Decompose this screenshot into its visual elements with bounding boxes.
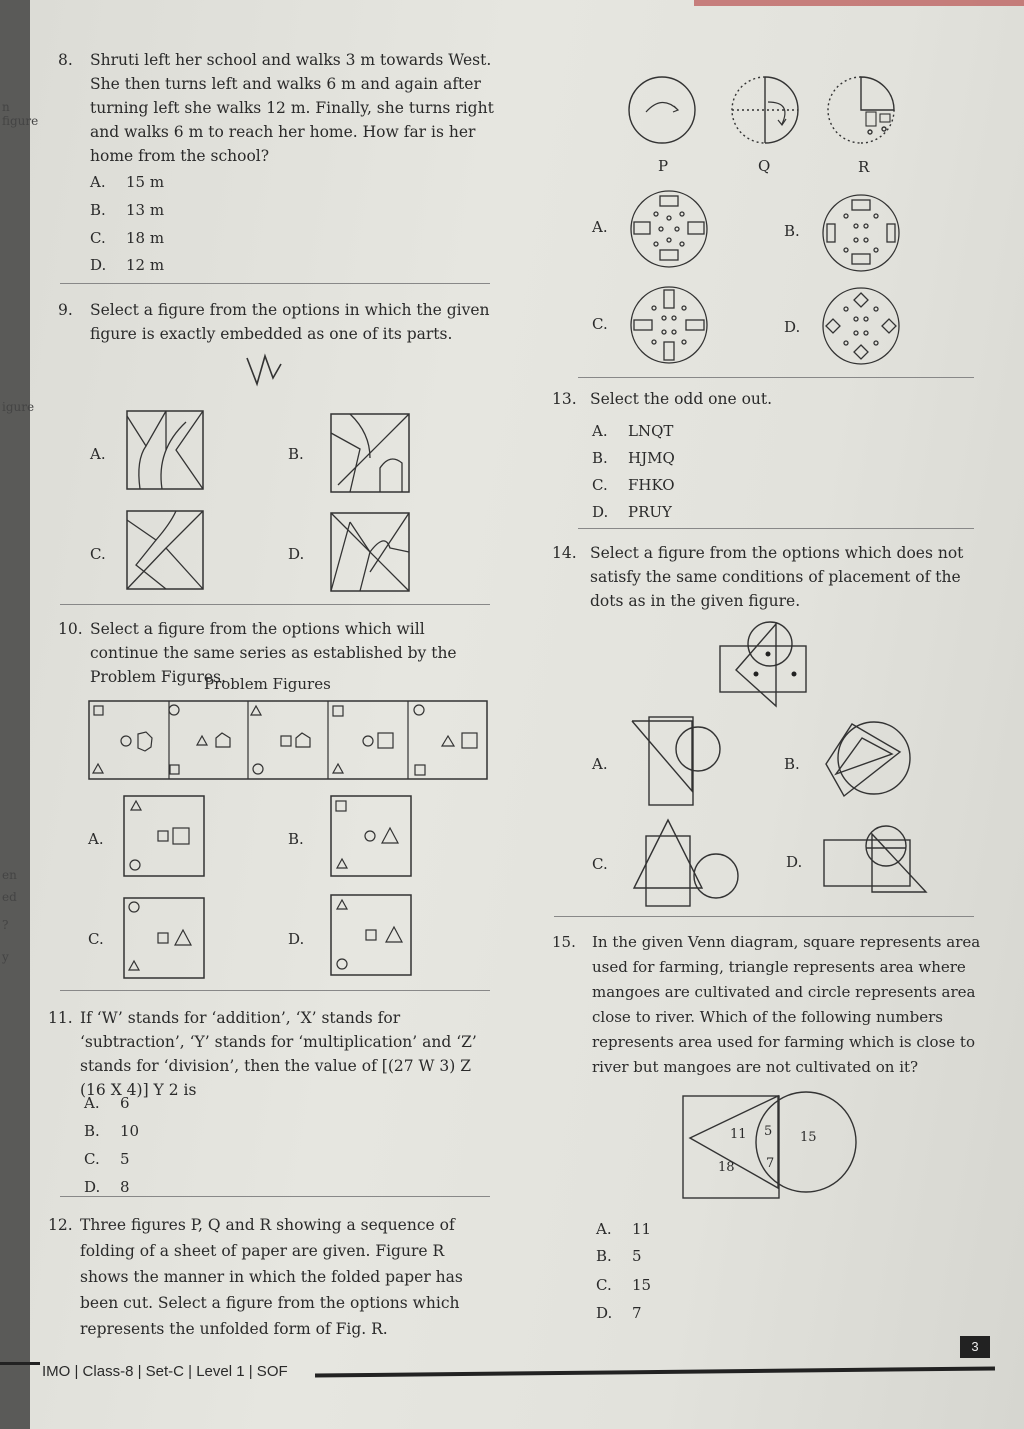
option-d[interactable]: D. 7 (596, 1304, 642, 1322)
option-a[interactable]: A. 6 (84, 1094, 130, 1112)
option-b[interactable]: B. 10 (84, 1122, 140, 1140)
question-text: Select a figure from the options which does not satisfy the same conditions of placement of the dots as in the given figure. (590, 544, 964, 610)
question-9 (58, 298, 494, 346)
option-d[interactable]: D. 12 m (90, 256, 165, 274)
margin-text: y (2, 950, 9, 964)
option-b[interactable]: B. 13 m (90, 201, 165, 219)
option-a[interactable]: A. 11 (596, 1220, 652, 1238)
divider (578, 528, 974, 529)
option-a-label[interactable]: A. (90, 445, 106, 463)
margin-text: ed (2, 890, 17, 904)
question-number: 11. (48, 1009, 73, 1027)
venn-region: 15 (800, 1130, 817, 1145)
option-b-figure[interactable] (330, 795, 412, 877)
top-edge-strip (694, 0, 1024, 6)
margin-text: n figure (2, 100, 39, 128)
question-number: 9. (58, 301, 73, 319)
option-a[interactable]: A. LNQT (592, 422, 674, 440)
question-text: Select the odd one out. (590, 390, 773, 408)
option-a-label[interactable]: A. (592, 218, 608, 236)
option-c-figure[interactable] (123, 897, 205, 979)
option-b[interactable]: B. 5 (596, 1247, 642, 1265)
question-number: 13. (552, 390, 577, 408)
margin-text: en (2, 868, 17, 882)
question-text: Shruti left her school and walks 3 m towards West. She then turns left and walks 6 m and again after turning left she walks 12 m. Finally, she turns right and walks 6 m to reach her home. How far is her home from the school? (90, 51, 494, 165)
divider (554, 916, 974, 917)
option-a-figure[interactable] (646, 715, 726, 807)
footer-rule-left (0, 1362, 40, 1365)
option-c[interactable]: C. 5 (84, 1150, 130, 1168)
option-b[interactable]: B. HJMQ (592, 449, 675, 467)
option-a[interactable]: A. 15 m (90, 173, 165, 191)
option-b-label[interactable]: B. (784, 222, 800, 240)
option-c-label[interactable]: C. (88, 930, 104, 948)
question-number: 15. (552, 933, 576, 951)
divider (60, 1196, 490, 1197)
option-d-figure[interactable] (822, 824, 930, 894)
problem-figures-title: Problem Figures (204, 675, 331, 693)
option-c-figure[interactable] (628, 284, 710, 366)
divider (60, 283, 490, 284)
question-13 (552, 387, 972, 411)
option-b-figure[interactable] (822, 718, 914, 806)
question-number: 14. (552, 544, 577, 562)
option-b-label[interactable]: B. (288, 830, 304, 848)
problem-figures (88, 700, 488, 780)
question-number: 8. (58, 51, 73, 69)
question-8 (58, 48, 494, 168)
option-d-label[interactable]: D. (784, 318, 801, 336)
option-a-figure[interactable] (123, 795, 205, 877)
option-d-figure[interactable] (820, 285, 902, 367)
option-c[interactable]: C. 18 m (90, 229, 165, 247)
option-b-label[interactable]: B. (784, 755, 800, 773)
option-d-label[interactable]: D. (288, 930, 305, 948)
option-d-label[interactable]: D. (288, 545, 305, 563)
page-number: 3 (960, 1336, 990, 1358)
question-text: Select a figure from the options in which the given figure is exactly embedded as one of its parts. (90, 301, 490, 343)
venn-region: 5 (764, 1124, 773, 1139)
margin-text: ? (2, 918, 9, 932)
folding-figures (622, 72, 922, 152)
question-text: If ‘W’ stands for ‘addition’, ‘X’ stands for ‘subtraction’, ‘Y’ stands for ‘multiplication’ and ‘Z’ stands for ‘division’, then the value of [(27 W 3) Z (16 X 4)] Y 2 is (80, 1009, 477, 1099)
option-d-figure[interactable] (330, 512, 410, 592)
divider (60, 604, 490, 605)
question-text: Select a figure from the options which will continue the same series as established by the Problem Figures. (90, 620, 457, 686)
venn-region: 11 (730, 1127, 747, 1142)
venn-region: 7 (766, 1156, 775, 1171)
margin-text: igure (2, 400, 35, 414)
option-c-figure[interactable] (632, 818, 740, 910)
option-b-figure[interactable] (330, 413, 410, 493)
option-d-label[interactable]: D. (786, 853, 803, 871)
question-12 (48, 1212, 494, 1342)
question-text: In the given Venn diagram, square represents area used for farming, triangle represents area where mangoes are cultivated and circle represents area close to river. Which of the following numbers represents area used for farming which is close to river but mangoes are not cultivated on it? (592, 933, 981, 1076)
question-15 (552, 930, 984, 1080)
question-number: 12. (48, 1216, 73, 1234)
option-a-label[interactable]: A. (88, 830, 104, 848)
option-a-label[interactable]: A. (592, 755, 608, 773)
fig-p-label: P (658, 157, 669, 175)
fig-q-label: Q (758, 157, 771, 175)
divider (60, 990, 490, 991)
venn-region: 18 (718, 1160, 735, 1175)
option-c[interactable]: C. FHKO (592, 476, 675, 494)
option-c-label[interactable]: C. (592, 855, 608, 873)
option-d[interactable]: D. PRUY (592, 503, 672, 521)
given-figure (718, 620, 810, 710)
divider (578, 377, 974, 378)
option-c-label[interactable]: C. (592, 315, 608, 333)
question-14 (552, 541, 980, 613)
option-d[interactable]: D. 8 (84, 1178, 130, 1196)
option-b-figure[interactable] (820, 192, 902, 274)
option-d-figure[interactable] (330, 894, 412, 976)
fig-r-label: R (858, 158, 870, 176)
option-a-figure[interactable] (628, 188, 710, 270)
question-11 (48, 1006, 494, 1102)
previous-page-margin (0, 60, 40, 1060)
given-figure (245, 350, 285, 388)
option-c-label[interactable]: C. (90, 545, 106, 563)
venn-diagram (682, 1086, 862, 1202)
question-text: Three figures P, Q and R showing a sequence of folding of a sheet of paper are given. Figure R shows the manner in which the folded paper has been cut. Select a figure from the options which represents the unfolded form of Fig. R. (80, 1216, 463, 1338)
option-c-figure[interactable] (126, 510, 204, 590)
option-c[interactable]: C. 15 (596, 1276, 652, 1294)
footer-text: IMO | Class-8 | Set-C | Level 1 | SOF (42, 1363, 288, 1380)
option-b-label[interactable]: B. (288, 445, 304, 463)
question-number: 10. (58, 620, 83, 638)
option-a-figure[interactable] (126, 410, 204, 490)
